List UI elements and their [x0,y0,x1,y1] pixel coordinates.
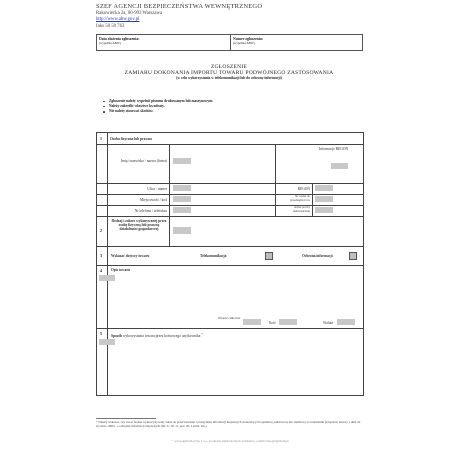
rule [97,194,363,195]
street-label: Ulica / numer [147,187,167,191]
registry-label: Nr wpisu do przedsiębiorców [290,194,310,202]
email-label: Adres poczty elektronicznej [293,205,310,213]
rule [97,265,363,266]
rule [312,183,313,216]
currency-field[interactable] [337,319,355,325]
rule [97,328,363,329]
section-4-number: 4 [100,267,102,273]
agency-address: Rakowiecka 2a, 00-993 Warszawa [96,10,163,16]
description-field[interactable] [99,275,115,281]
email-field[interactable] [315,207,333,213]
submission-date-label [99,37,140,45]
submission-date-hint: (wypełnia ABW) [99,40,121,45]
section-3-title: Wskazać dotyczy towaru [111,253,150,258]
city-field[interactable] [173,196,191,202]
submission-number-box[interactable] [230,34,363,51]
section-1-title: Osoba fizyczna lub prawna [110,136,152,141]
section-3-number: 3 [100,253,102,258]
section-2-number: 2 [100,228,102,233]
rule [97,246,363,247]
rule [97,216,363,217]
bullet-icon [103,101,105,103]
registry-field[interactable] [315,196,333,202]
bullet-icon [103,111,105,113]
section-5-title-bold: Sposób [111,333,122,338]
rule [275,144,276,183]
rule [97,205,363,206]
agency-fax: faks 58 50 763 [96,23,125,29]
rule [169,144,170,246]
protection-checkbox[interactable] [349,252,357,260]
agency-header [96,4,262,30]
submission-number-hint: (wypełnia ABW) [233,40,255,45]
bullet-icon [103,106,105,108]
submission-number-label [233,37,263,45]
telecom-checkbox[interactable] [265,252,273,260]
quantity-field[interactable] [279,319,297,325]
usage-field[interactable] [99,339,115,345]
footnote: * Należy wskazać, czy towar będzie wykorzystywany także do przetwarzania i przesyłania informacji niejawnych stanowiących tajemnicę państwową lub służbową w rozumieniu przepisów ustawy z dnia 22 stycznia 1999 r. o ochronie informacji niejawnych (Dz. U. Nr 11, poz. 95, z późn. zm.) [96,420,361,428]
value-label: Wartość całkowita [217,316,241,320]
protection-label: Ochrona informacji [302,253,333,258]
instruction-text: Nie należy stosować skrótów. [109,109,154,114]
city-label: Miejscowość / kod [139,198,167,202]
submission-number-label-text: Numer zgłoszenia: [233,36,263,41]
submission-date-box[interactable] [96,34,232,51]
rule [97,144,363,145]
street-field[interactable] [173,185,191,191]
footnote-rule [96,418,156,419]
regon-info-field[interactable] [331,163,348,169]
copyright: © www.signform.pl Sp. z o.o., producent elektronicznych formularzy, e-mail: biuro@signform.pl [171,439,289,443]
rule [97,183,363,184]
section-2-title: Rodzaj i zakres wykonywanej przez osobę fizyczną lub prawną działalności gospodarczej [111,219,167,232]
phone-label: Nr telefonu / telefaksu [134,209,167,213]
regon-info-label: Informacje REGON [319,147,349,151]
section-5-title [111,332,203,338]
regon-field[interactable] [315,185,333,191]
value-field[interactable] [243,319,261,325]
section-5-number: 5 [100,331,102,336]
document-heading [96,64,362,81]
heading-line-2: ZAMIARU DOKONANIA IMPORTU TOWARU PODWÓJNEGO ZASTOSOWANIA [124,70,334,77]
section-5-title-rest: wykorzystania towaru przez końcowego użytkownika [122,333,201,338]
section-4-title: Opis towaru [111,268,131,272]
section-1-number: 1 [100,136,102,141]
rule [107,133,108,395]
telecom-label: Telekomunikacja [200,253,227,258]
footnote-marker: * [201,331,203,336]
instruction-item [103,109,213,114]
activity-field[interactable] [173,227,191,234]
name-label: Imię i nazwisko / nazwa (firma) [120,159,167,163]
rule [275,183,276,216]
instructions-list [103,99,213,115]
name-field[interactable] [173,158,191,164]
instruction-text: Należy zakreślić właściwe kwadraty. [109,104,165,109]
regon-label: REGON [297,187,310,191]
agency-title: SZEF AGENCJI BEZPIECZEŃSTWA WEWNĘTRZNEGO [96,3,263,10]
quantity-label: Ilość [269,321,276,325]
heading-line-1: ZGŁOSZENIE [210,64,248,70]
currency-label: Waluta [323,321,334,325]
application-form [96,132,364,396]
heading-line-3: (w celu wykorzystania w telekomunikacji lub do ochrony informacji) [176,76,282,81]
submission-date-label-text: Data złożenia zgłoszenia: [99,36,140,41]
phone-field[interactable] [173,207,191,213]
instruction-text: Zgłoszenie należy wypełnić pismem drukowanym lub maszynowym. [109,99,214,103]
agency-website-link[interactable]: http://www.abw.gov.pl [96,17,140,23]
